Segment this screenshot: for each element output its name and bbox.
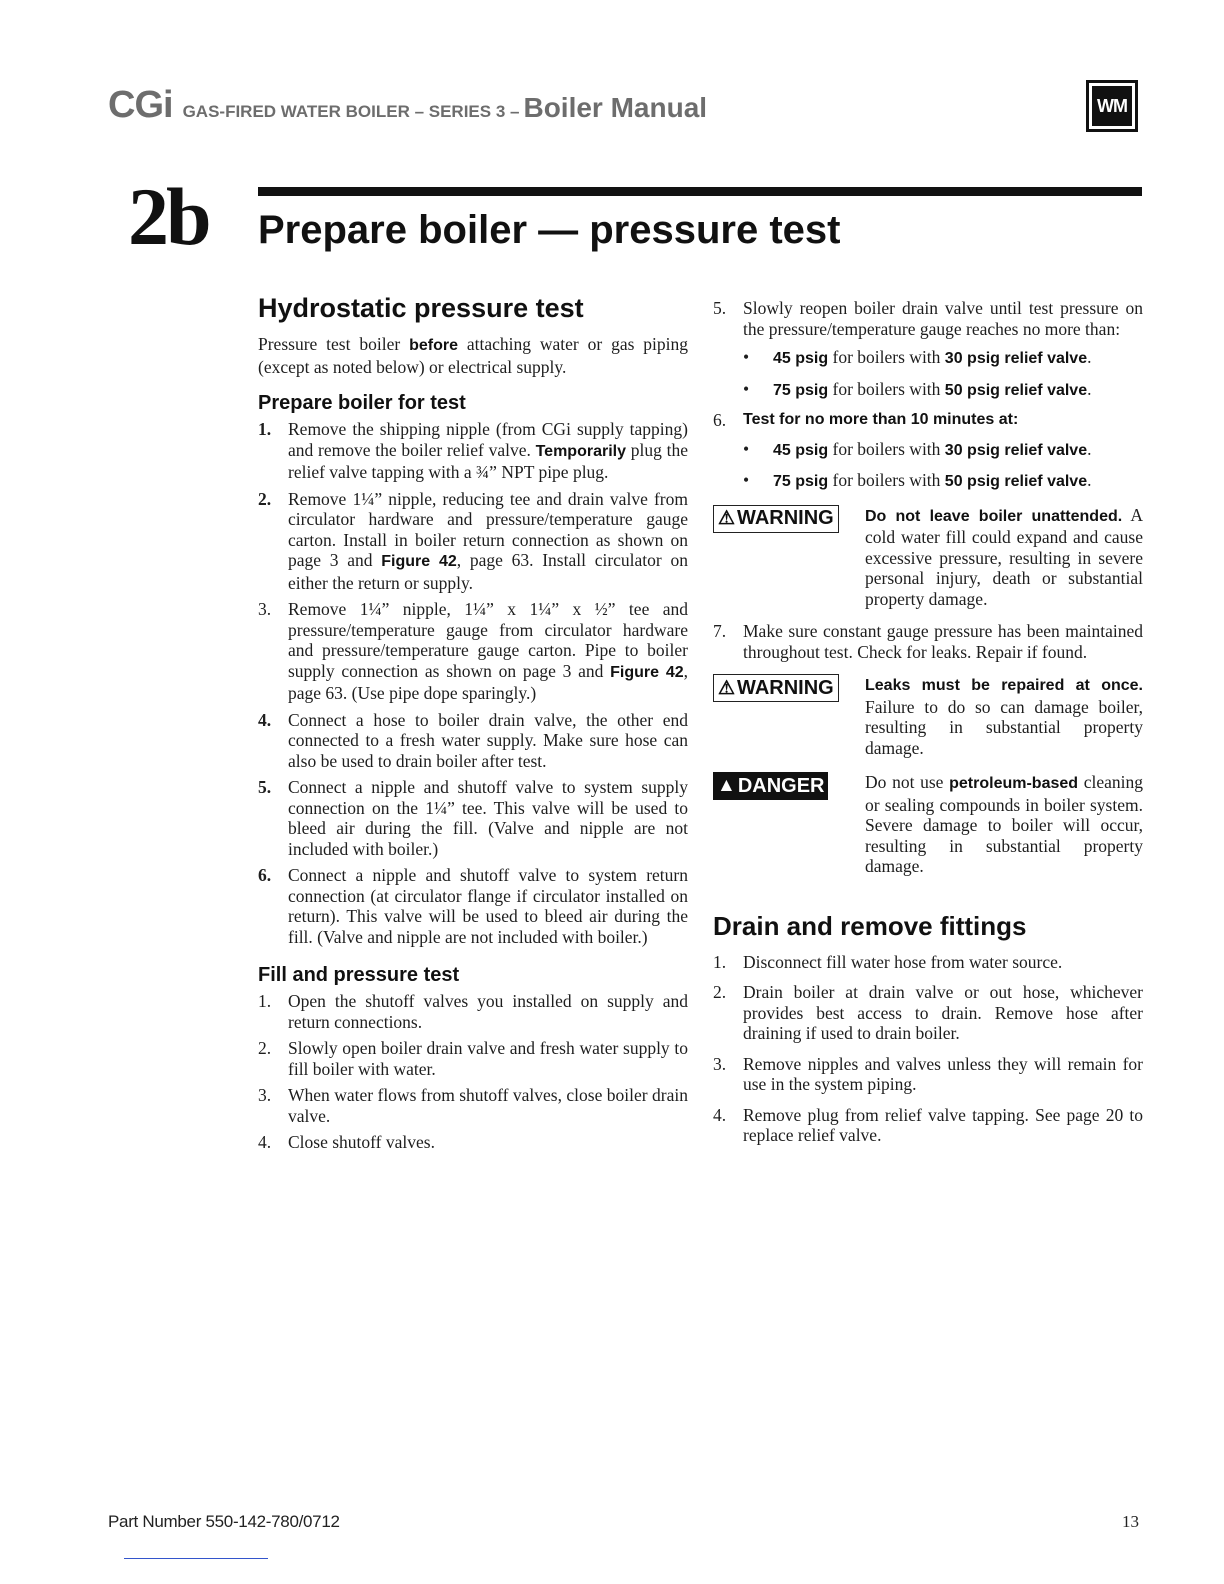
test-steps-list [713, 298, 1143, 339]
heading-hydrostatic-test: Hydrostatic pressure test [258, 293, 584, 323]
list-item: 2. Slowly open boiler drain valve and fresh water supply to fill boiler with water. [258, 1038, 688, 1079]
page-header [108, 84, 707, 127]
header-subtitle: GAS-FIRED WATER BOILER – SERIES 3 – [182, 102, 520, 121]
figure-reference: Figure 42 [610, 663, 684, 681]
list-item: 3. Remove nipples and valves unless they will remain for use in the system piping. [713, 1053, 1143, 1095]
left-column [258, 292, 688, 1159]
danger-triangle-icon: ▲ [717, 775, 736, 796]
list-item: 2. Remove 1¼” nipple, reducing tee and drain valve from circulator hardware and pressure/temperature gauge carton. Install in boiler return connection as shown on page 3 and Figure 42, page 63. Install circulator on either the return or supply. [258, 488, 688, 593]
list-item: 2. Drain boiler at drain valve or out hose, whichever provides best access to drain. Remove hose after draining if used to drain boiler. [713, 982, 1143, 1044]
brand-logo [1086, 80, 1138, 132]
section-number: 2b [128, 171, 209, 262]
heading-fill-pressure-test: Fill and pressure test [258, 964, 460, 987]
list-item: 6. Connect a nipple and shutoff valve to system return connection (at circulator flange if circulator installed on return). This valve will be used to bleed air during the fill. (Valve and nipple are not included with boiler.) [258, 865, 688, 947]
list-item: 3. Remove 1¼” nipple, 1¼” x 1¼” x ½” tee and pressure/temperature gauge from circulator hardware and pressure/temperature gauge carton. Pipe to boiler supply connection as shown on page 3 and Figure 42, page 63. (Use pipe dope sparingly.) [258, 599, 688, 704]
test-duration-list [713, 439, 1143, 493]
warning-badge: ⚠ WARNING [713, 674, 839, 702]
page-number: 13 [1122, 1512, 1139, 1531]
list-item: 5. Slowly reopen boiler drain valve until test pressure on the pressure/temperature gauge reaches no more than: [713, 298, 1143, 339]
warning-triangle-icon: ⚠ [718, 508, 736, 529]
list-item: 4. Remove plug from relief valve tapping. See page 20 to replace relief valve. [713, 1104, 1143, 1146]
logo-mark: WM [1092, 86, 1132, 126]
danger-badge: ▲ DANGER [713, 772, 828, 800]
section-title: Prepare boiler — pressure test [258, 208, 841, 252]
heading-prepare-boiler: Prepare boiler for test [258, 392, 466, 415]
header-manual-title: Boiler Manual [523, 92, 708, 123]
drain-steps-list [713, 952, 1143, 1146]
list-item: 5. Connect a nipple and shutoff valve to system supply connection on the 1¼” tee. This valve will be used to bleed air during the fill. (Valve and nipple are not included with boiler.) [258, 777, 688, 859]
list-item: • 45 psig for boilers with 30 psig relief valve. [743, 347, 1092, 367]
right-column [713, 298, 1143, 1152]
figure-reference: Figure 42 [381, 553, 457, 571]
list-item: 1. Remove the shipping nipple (from CGi supply tapping) and remove the boiler relief valve. Temporarily plug the relief valve tapping with a ¾” NPT pipe plug. [258, 419, 688, 483]
heading-drain-remove: Drain and remove fittings [713, 910, 1027, 941]
list-item: 7. Make sure constant gauge pressure has been maintained throughout test. Check for leaks. Repair if found. [713, 621, 1143, 662]
part-number: Part Number 550-142-780/0712 [108, 1512, 340, 1531]
footer-link-underline [124, 1558, 268, 1559]
list-item: 4. Close shutoff valves. [258, 1132, 435, 1153]
fill-steps-list [258, 991, 688, 1153]
list-item: • 75 psig for boilers with 50 psig relief valve. [743, 470, 1092, 490]
list-item: • 75 psig for boilers with 50 psig relief valve. [743, 378, 1092, 399]
danger-petroleum [713, 772, 1143, 877]
list-item: • 45 psig for boilers with 30 psig relief valve. [743, 438, 1092, 459]
list-item: 3. When water flows from shutoff valves, close boiler drain valve. [258, 1085, 688, 1126]
warning-text: Do not leave boiler unattended. A cold water fill could expand and cause excessive pressure, resulting in severe personal injury, death or substantial property damage. [865, 504, 1143, 609]
warning-leaks [713, 674, 1143, 758]
list-item: 1. Disconnect fill water hose from water source. [713, 951, 1063, 972]
list-item: 4. Connect a hose to boiler drain valve, the other end connected to a fresh water supply. Make sure hose can also be used to drain boiler after test. [258, 709, 688, 771]
warning-unattended [713, 505, 1143, 610]
warning-text: Leaks must be repaired at once. Failure to do so can damage boiler, resulting in substantial property damage. [865, 677, 1143, 758]
list-item: 6. Test for no more than 10 minutes at: [713, 410, 1019, 430]
danger-text: Do not use petroleum-based cleaning or sealing compounds in boiler system. Severe damage to boiler will occur, resulting in substantial property damage. [865, 772, 1144, 876]
prepare-steps-list [258, 419, 688, 947]
warning-badge: ⚠ WARNING [713, 505, 839, 533]
warning-triangle-icon: ⚠ [718, 677, 736, 699]
list-item: 1. Open the shutoff valves you installed on supply and return connections. [258, 991, 688, 1032]
intro-paragraph: Pressure test boiler before attaching water or gas piping (except as noted below) or electrical supply. [258, 334, 688, 377]
brand-name: CGi [108, 84, 173, 126]
test-steps-list-2 [713, 410, 1143, 431]
test-steps-list-3 [713, 621, 1143, 662]
section-rule [258, 187, 1142, 196]
pressure-limits-list [713, 347, 1143, 401]
